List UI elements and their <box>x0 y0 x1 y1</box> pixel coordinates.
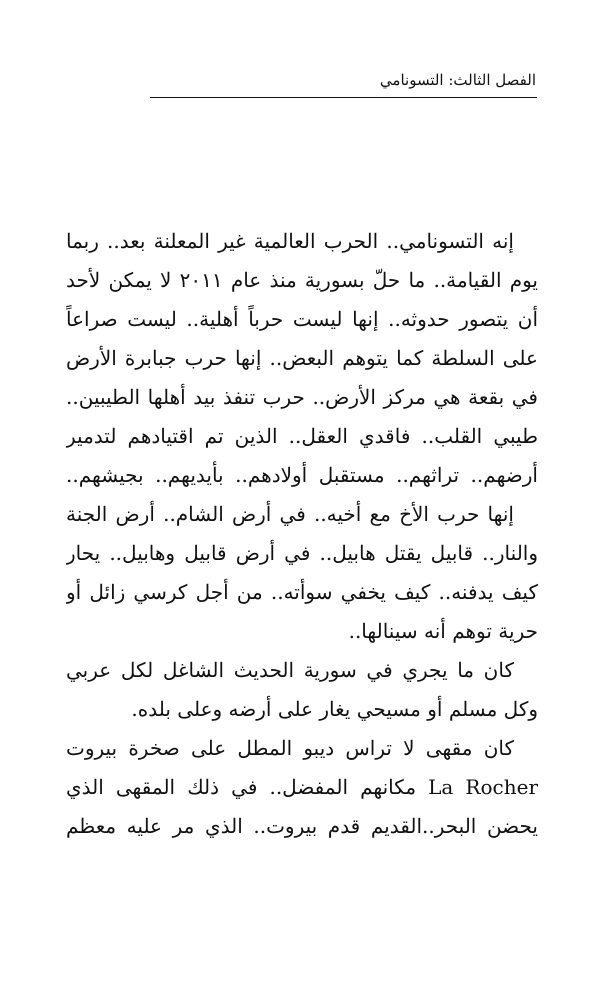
header-rule <box>150 97 537 98</box>
text-line: على السلطة كما يتوهم البعض.. إنها حرب جبابرة الأرض <box>66 346 538 370</box>
text-line: كان ما يجري في سورية الحديث الشاغل لكل عربي <box>66 658 514 682</box>
text-line: طيبي القلب.. فاقدي العقل.. الذين تم اقتيادهم لتدمير <box>66 424 538 448</box>
text-line: كيف يدفنه.. كيف يخفي سوأته.. من أجل كرسي زائل أو <box>66 580 538 604</box>
text-line: في بقعة هي مركز الأرض.. حرب تنفذ بيد أهلها الطيبين.. <box>66 385 538 409</box>
text-line: وكل مسلم أو مسيحي يغار على أرضه وعلى بلده. <box>131 697 538 721</box>
text-line: كان مقهى لا تراس ديبو المطل على صخرة بيروت <box>66 736 514 760</box>
text-line: أن يتصور حدوثه.. إنها ليست حرباً أهلية.. ليست صراعاً <box>66 307 538 331</box>
text-line: أرضهم.. تراثهم.. مستقبل أولادهم.. بأيديهم.. بجيشهم.. <box>66 463 538 487</box>
text-line: إنها حرب الأخ مع أخيه.. في أرض الشام.. أرض الجنة <box>66 502 514 526</box>
text-line: حرية توهم أنه سينالها.. <box>348 619 538 643</box>
body-text <box>66 222 538 846</box>
text-line: والنار.. قابيل يقتل هابيل.. في أرض قابيل وهابيل.. يحار <box>66 541 538 565</box>
chapter-running-header: الفصل الثالث: التسونامي <box>379 71 536 89</box>
text-line: La Rocher مكانهم المفضل.. في ذلك المقهى الذي <box>66 775 538 799</box>
text-line: يحضن البحر..القديم قدم بيروت.. الذي مر عليه معظم <box>66 814 538 838</box>
text-line: يوم القيامة.. ما حلّ بسورية منذ عام ٢٠١١ لا يمكن لأحد <box>66 268 538 292</box>
text-line: إنه التسونامي.. الحرب العالمية غير المعلنة بعد.. ربما <box>66 229 514 253</box>
